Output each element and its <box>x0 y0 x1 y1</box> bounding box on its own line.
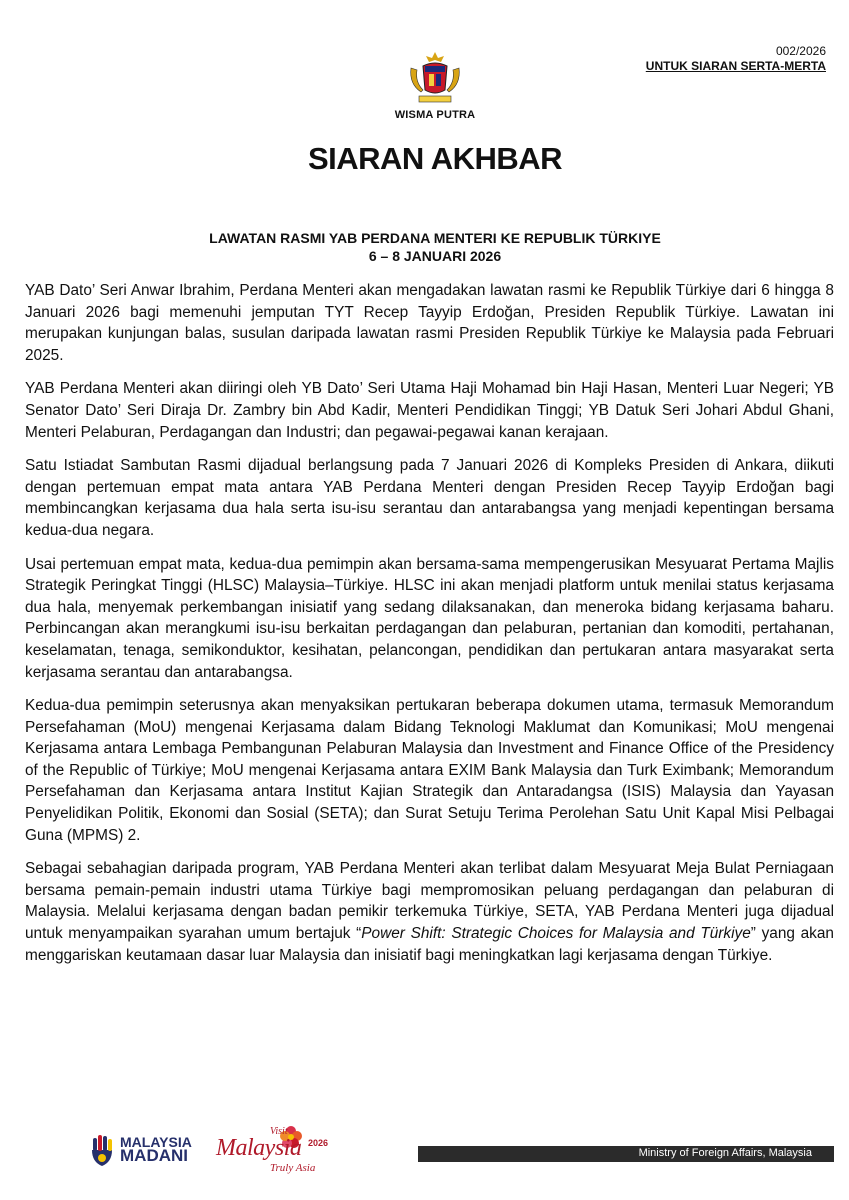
lecture-title: Power Shift: Strategic Choices for Malaysia and Türkiye <box>361 925 751 943</box>
malaysia-madani-logo <box>88 1132 116 1168</box>
release-notice: UNTUK SIARAN SERTA-MERTA <box>645 59 826 73</box>
visit-year: 2026 <box>308 1138 329 1148</box>
coat-of-arms-icon <box>405 50 465 106</box>
reference-block <box>646 44 826 74</box>
paragraph-6-text-a: Sebagai sebahagian daripada program, YAB Perdana Menteri akan terlibat dalam Mesyuarat Meja Bulat Perniagaan bersama pemain-pemain industri utama Türkiye bagi mempromosikan peluang perdagangan dan pelaburan di Malaysia. Melalui kerjasama dengan badan pemikir terkemuka Türkiye, SETA, YAB Perdana Menteri juga dijadual untuk menyampaikan syarahan umum bertajuk “ <box>25 860 834 943</box>
malaysia-script-text: Malaysia <box>216 1135 302 1161</box>
madani-line-2: MADANI <box>120 1146 188 1165</box>
ministry-footer-text: Ministry of Foreign Affairs, Malaysia <box>638 1147 812 1159</box>
ministry-name: WISMA PUTRA <box>394 109 476 121</box>
paragraph-5: Kedua-dua pemimpin seterusnya akan menyaksikan pertukaran beberapa dokumen utama, termasuk Memorandum Persefahaman (MoU) mengenai Kerjasama dalam Bidang Teknologi Maklumat dan Komunikasi; MoU mengenai Kerjasama antara Lembaga Pembangunan Pelaburan Malaysia dan Investment and Finance Office of the Presidency of the Republic of Türkiye; MoU mengenai Kerjasama antara EXIM Bank Malaysia dan Turk Eximbank; Memorandum Persefahaman dan Kerjasama antara Institut Kajian Strategik dan Antaradangsa (ISIS) Malaysia dan Yayasan Penyelidikan Politik, Ekonomi dan Sosial (SETA); dan Surat Setuju Terima Perolehan Satu Unit Kapal Misi Pelbagai Guna (MPMS) 2. <box>25 697 834 844</box>
paragraph-6-text-b: ” yang akan menggariskan keutamaan dasar luar Malaysia dan inisiatif bagi meningkatkan lagi kerjasama dengan Türkiye. <box>25 925 834 964</box>
reference-number: 002/2026 <box>775 44 826 58</box>
press-release-headline <box>0 229 849 265</box>
headline-title: LAWATAN RASMI YAB PERDANA MENTERI KE REPUBLIK TÜRKIYE <box>209 230 661 246</box>
paragraph-3: Satu Istiadat Sambutan Rasmi dijadual berlangsung pada 7 Januari 2026 di Kompleks Presiden di Ankara, diikuti dengan pertemuan empat mata antara YAB Perdana Menteri dengan Presiden Recep Tayyip Erdoğan bagi membincangkan kerjasama dua hala serta isu-isu serantau dan antarabangsa yang menjadi kepentingan bersama kedua-dua negara. <box>25 457 834 539</box>
truly-asia-tagline: Truly Asia <box>270 1162 316 1174</box>
press-release-body <box>25 280 834 978</box>
madani-line-1: MALAYSIA <box>120 1134 192 1150</box>
headline-dates: 6 – 8 JANUARI 2026 <box>368 248 502 264</box>
ministry-footer-bar <box>418 1146 834 1162</box>
malaysia-madani-wordmark <box>120 1135 192 1163</box>
paragraph-6 <box>25 858 834 966</box>
paragraph-4: Usai pertemuan empat mata, kedua-dua pemimpin akan bersama-sama mempengerusikan Mesyuarat Pertama Majlis Strategik Peringkat Tinggi (HLSC) Malaysia–Türkiye. HLSC ini akan menjadi platform untuk menilai status kerjasama dua hala, menyemak perkembangan inisiatif yang sedang dilaksanakan, dan meneroka bidang kerjasama baharu. Perbincangan akan merangkumi isu-isu berkaitan perdagangan dan pelaburan, pertanian dan komoditi, pertahanan, keselamatan, tenaga, semikonduktor, kesihatan, pelancongan, pendidikan dan pertukaran antara masyarakat serta kerjasama serantau dan antarabangsa. <box>25 555 834 681</box>
visit-text: Visit <box>270 1126 288 1137</box>
paragraph-2: YAB Perdana Menteri akan diiringi oleh YB Dato’ Seri Utama Haji Mohamad bin Haji Hasan, Menteri Luar Negeri; YB Senator Dato’ Seri Diraja Dr. Zambry bin Abd Kadir, Menteri Pendidikan Tinggi; YB Datuk Seri Johari Abdul Ghani, Menteri Pelaburan, Perdagangan dan Industri; dan pegawai-pegawai kanan kerajaan. <box>25 380 834 441</box>
paragraph-1: YAB Dato’ Seri Anwar Ibrahim, Perdana Menteri akan mengadakan lawatan rasmi ke Republik Türkiye dari 6 hingga 8 Januari 2026 bagi memenuhi jemputan TYT Recep Tayyip Erdoğan, Presiden Republik Türkiye. Lawatan ini merupakan kunjungan balas, susulan daripada lawatan rasmi Presiden Republik Türkiye ke Malaysia pada Februari 2025. <box>25 282 834 364</box>
footer <box>0 1120 849 1200</box>
page-title: SIARAN AKHBAR <box>307 141 563 176</box>
visit-malaysia-2026-logo <box>214 1124 344 1184</box>
